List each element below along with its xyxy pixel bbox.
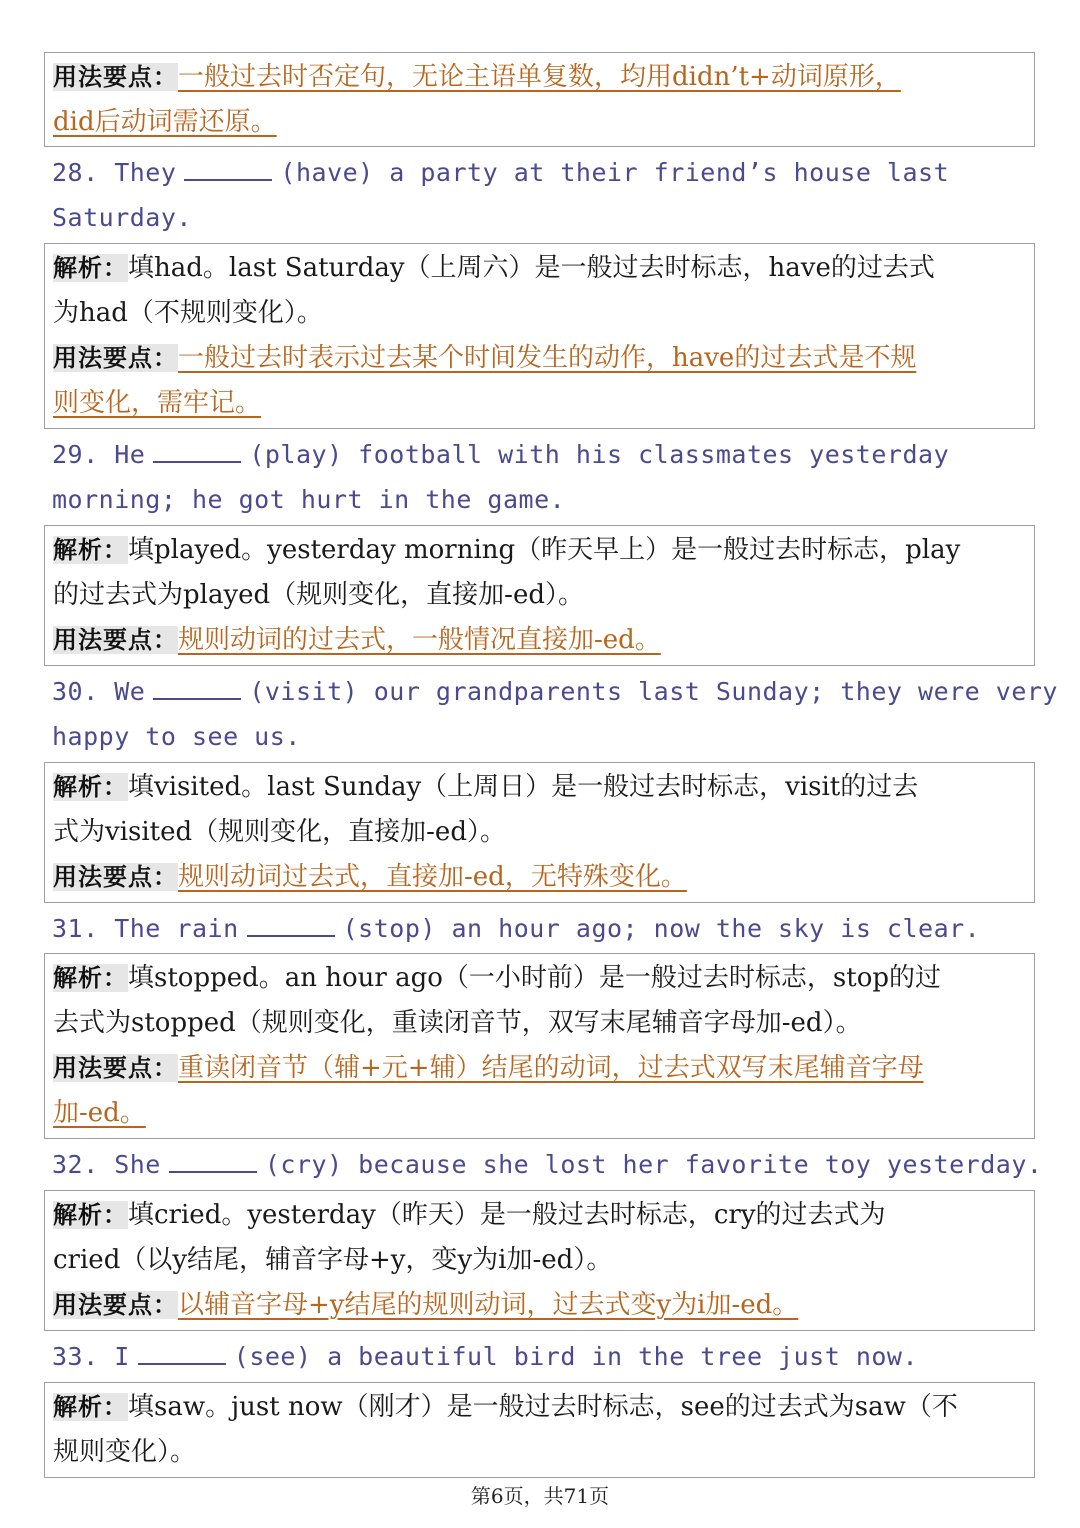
usage-label: 用法要点： xyxy=(53,344,178,372)
answer-blank xyxy=(153,676,241,700)
analysis-box-32 xyxy=(44,1190,1035,1331)
usage-label: 用法要点： xyxy=(53,1054,178,1082)
analysis-text: 填had。last Saturday（上周六）是一般过去时标志，have的过去式 xyxy=(128,253,935,283)
usage-box-27 xyxy=(44,52,1035,147)
question-32: 32. She (cry) because she lost her favorite toy yesterday. xyxy=(52,1150,1043,1179)
usage-note: did后动词需还原。 xyxy=(53,107,277,137)
usage-note: 则变化，需牢记。 xyxy=(53,388,262,418)
answer-blank xyxy=(138,1341,226,1365)
answer-blank xyxy=(153,439,241,463)
usage-note: 规则动词的过去式，一般情况直接加-ed。 xyxy=(178,625,661,655)
usage-note: 一般过去时否定句，无论主语单复数，均用didn’t+动词原形， xyxy=(178,62,901,92)
analysis-text: 式为visited（规则变化，直接加-ed）。 xyxy=(53,817,506,847)
usage-label: 用法要点： xyxy=(53,63,178,91)
analysis-text: 填visited。last Sunday（上周日）是一般过去时标志，visit的过去 xyxy=(128,772,919,802)
analysis-text: 为had（不规则变化）。 xyxy=(53,298,323,328)
analysis-box-29 xyxy=(44,525,1035,666)
question-31: 31. The rain (stop) an hour ago; now the sky is clear. xyxy=(52,914,981,943)
question-33: 33. I (see) a beautiful bird in the tree just now. xyxy=(52,1342,919,1371)
analysis-box-33 xyxy=(44,1382,1035,1478)
usage-note: 以辅音字母+y结尾的规则动词，过去式变y为i加-ed。 xyxy=(178,1290,799,1320)
analysis-label: 解析： xyxy=(53,1393,128,1421)
analysis-label: 解析： xyxy=(53,964,128,992)
analysis-text: 去式为stopped（规则变化，重读闭音节，双写末尾辅音字母加-ed）。 xyxy=(53,1008,862,1038)
usage-note: 加-ed。 xyxy=(53,1098,146,1128)
page-footer: 第6页，共71页 xyxy=(470,1484,610,1508)
analysis-text: 填played。yesterday morning（昨天早上）是一般过去时标志，play xyxy=(128,535,961,565)
usage-label: 用法要点： xyxy=(53,1291,178,1319)
analysis-text: cried（以y结尾，辅音字母+y，变y为i加-ed）。 xyxy=(53,1245,613,1275)
analysis-text: 填saw。just now（刚才）是一般过去时标志，see的过去式为saw（不 xyxy=(128,1392,958,1422)
question-30: 30. We (visit) our grandparents last Sunday; they were very happy to see us. xyxy=(52,677,1058,751)
analysis-label: 解析： xyxy=(53,536,128,564)
analysis-box-30 xyxy=(44,762,1035,903)
analysis-text: 填stopped。an hour ago（一小时前）是一般过去时标志，stop的过 xyxy=(128,963,941,993)
analysis-box-28 xyxy=(44,243,1035,429)
analysis-label: 解析： xyxy=(53,1201,128,1229)
question-28: 28. They (have) a party at their friend’s house last Saturday. xyxy=(52,158,950,232)
usage-note: 重读闭音节（辅+元+辅）结尾的动词，过去式双写末尾辅音字母 xyxy=(178,1053,924,1083)
answer-blank xyxy=(184,157,272,181)
analysis-label: 解析： xyxy=(53,254,128,282)
question-29: 29. He (play) football with his classmates yesterday morning; he got hurt in the game. xyxy=(52,440,950,514)
analysis-text: 填cried。yesterday（昨天）是一般过去时标志，cry的过去式为 xyxy=(128,1200,886,1230)
analysis-text: 的过去式为played（规则变化，直接加-ed）。 xyxy=(53,580,584,610)
usage-note: 规则动词过去式，直接加-ed，无特殊变化。 xyxy=(178,862,687,892)
usage-label: 用法要点： xyxy=(53,863,178,891)
answer-blank xyxy=(247,913,335,937)
usage-note: 一般过去时表示过去某个时间发生的动作，have的过去式是不规 xyxy=(178,343,917,373)
usage-label: 用法要点： xyxy=(53,626,178,654)
analysis-text: 规则变化）。 xyxy=(53,1437,197,1467)
analysis-label: 解析： xyxy=(53,773,128,801)
answer-blank xyxy=(169,1149,257,1173)
analysis-box-31 xyxy=(44,953,1035,1139)
